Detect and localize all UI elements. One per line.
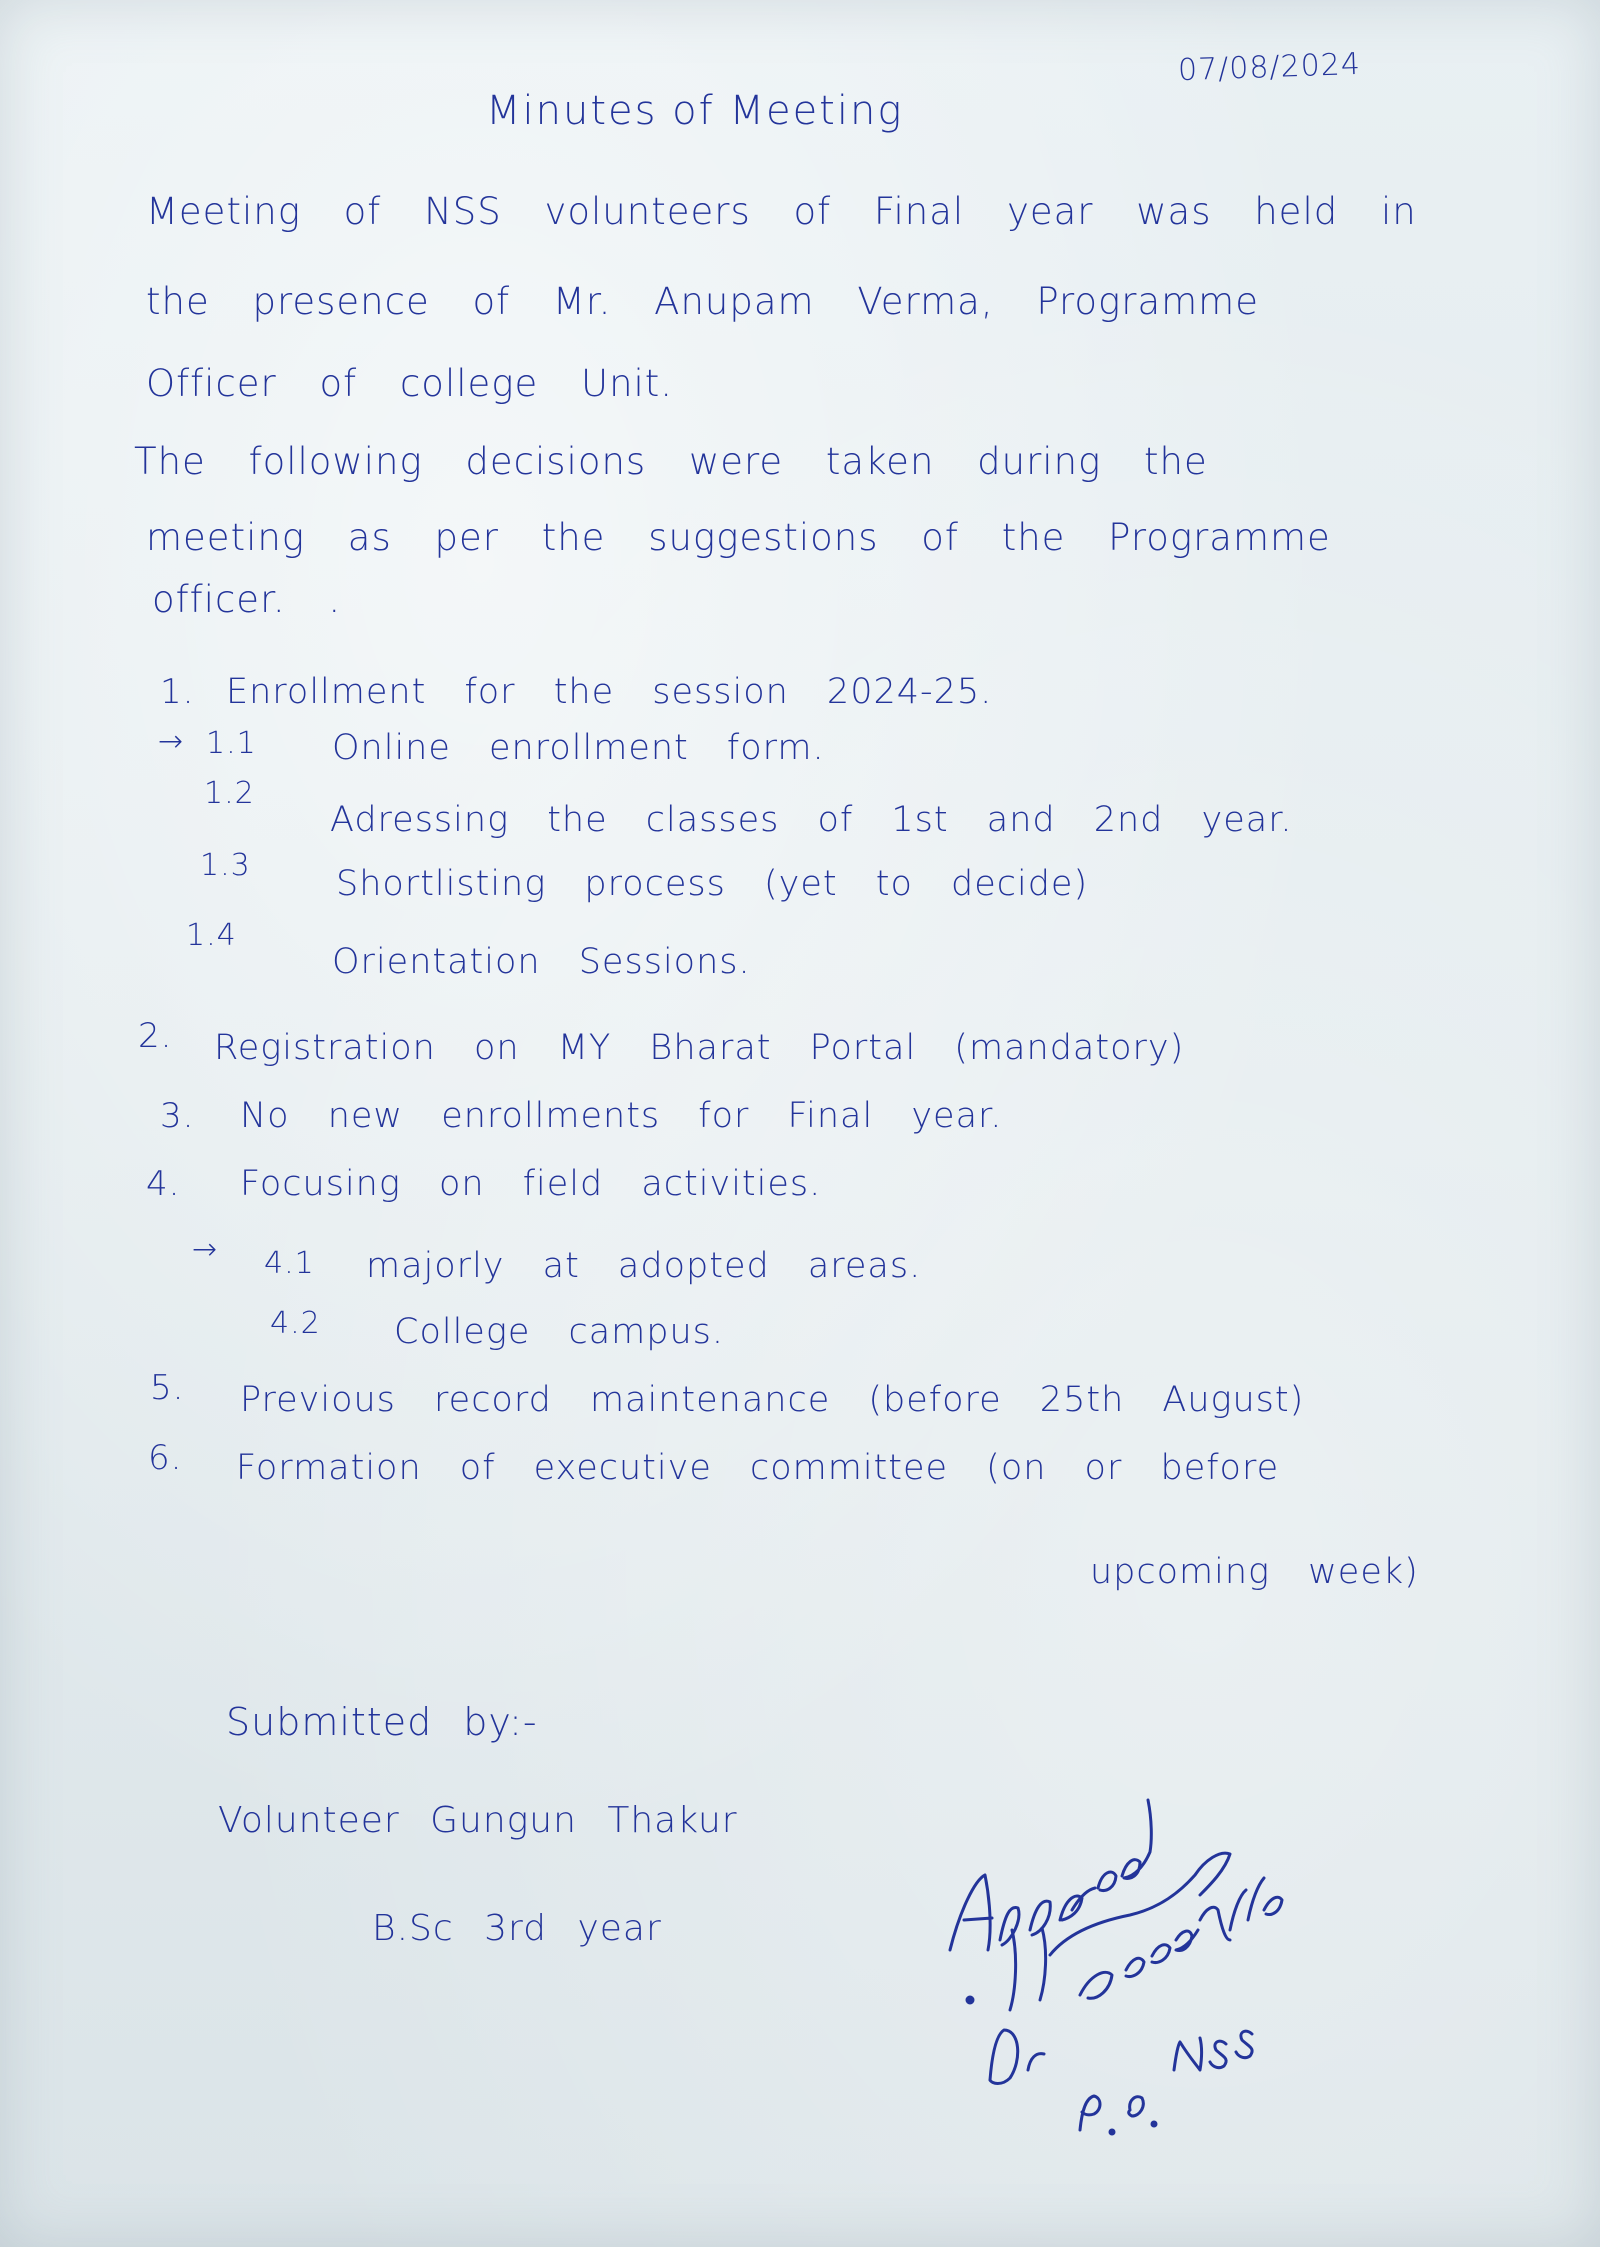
item-text: No new enrollments for Final year. <box>240 1096 1003 1136</box>
approval-signature <box>930 1780 1350 2160</box>
sub-item-number: 4.1 <box>264 1246 315 1281</box>
intro-line: the presence of Mr. Anupam Verma, Programme <box>146 280 1259 323</box>
sub-item-text: Adressing the classes of 1st and 2nd year. <box>330 800 1293 840</box>
intro-line: Meeting of NSS volunteers of Final year was held in <box>146 190 1417 233</box>
item-number: 6. <box>148 1438 183 1478</box>
item-text: Enrollment for the session 2024-25. <box>226 672 993 712</box>
sub-item-text: Online enrollment form. <box>332 728 825 768</box>
item-text: Previous record maintenance (before 25th August) <box>240 1380 1305 1420</box>
sub-item-number: 1.2 <box>204 776 255 811</box>
arrow-icon: → <box>192 1232 219 1267</box>
sub-item-text: Shortlisting process (yet to decide) <box>336 864 1089 904</box>
sub-item-number: 4.2 <box>270 1306 321 1341</box>
item-number: 3. <box>160 1096 195 1136</box>
intro-line: Officer of college Unit. <box>146 362 674 405</box>
arrow-icon: → <box>158 724 185 759</box>
submitter-class: B.Sc 3rd year <box>372 1908 662 1949</box>
intro-line: The following decisions were taken during the <box>134 440 1208 483</box>
item-number: 2. <box>138 1016 173 1056</box>
sub-item-number: 1.3 <box>200 848 251 883</box>
sub-item-text: College campus. <box>394 1312 725 1352</box>
item-text-continuation: upcoming week) <box>1090 1552 1419 1592</box>
submitter-name: Volunteer Gungun Thakur <box>218 1800 738 1841</box>
item-number: 5. <box>150 1368 185 1408</box>
item-text: Formation of executive committee (on or before <box>236 1448 1280 1488</box>
item-number: 4. <box>146 1164 181 1204</box>
submitted-by-label: Submitted by:- <box>226 1700 538 1744</box>
meeting-date: 07/08/2024 <box>1177 46 1362 89</box>
sub-item-number: 1.4 <box>186 918 237 953</box>
intro-line: officer. . <box>152 578 342 621</box>
sub-item-number: 1.1 <box>206 726 257 761</box>
sub-item-text: Orientation Sessions. <box>332 942 751 982</box>
sub-item-text: majorly at adopted areas. <box>366 1246 922 1286</box>
item-text: Registration on MY Bharat Portal (mandatory) <box>214 1028 1185 1068</box>
intro-line: meeting as per the suggestions of the Programme <box>146 516 1331 559</box>
item-number: 1. <box>160 672 195 712</box>
document-title: Minutes of Meeting <box>486 88 904 134</box>
item-text: Focusing on field activities. <box>240 1164 822 1204</box>
